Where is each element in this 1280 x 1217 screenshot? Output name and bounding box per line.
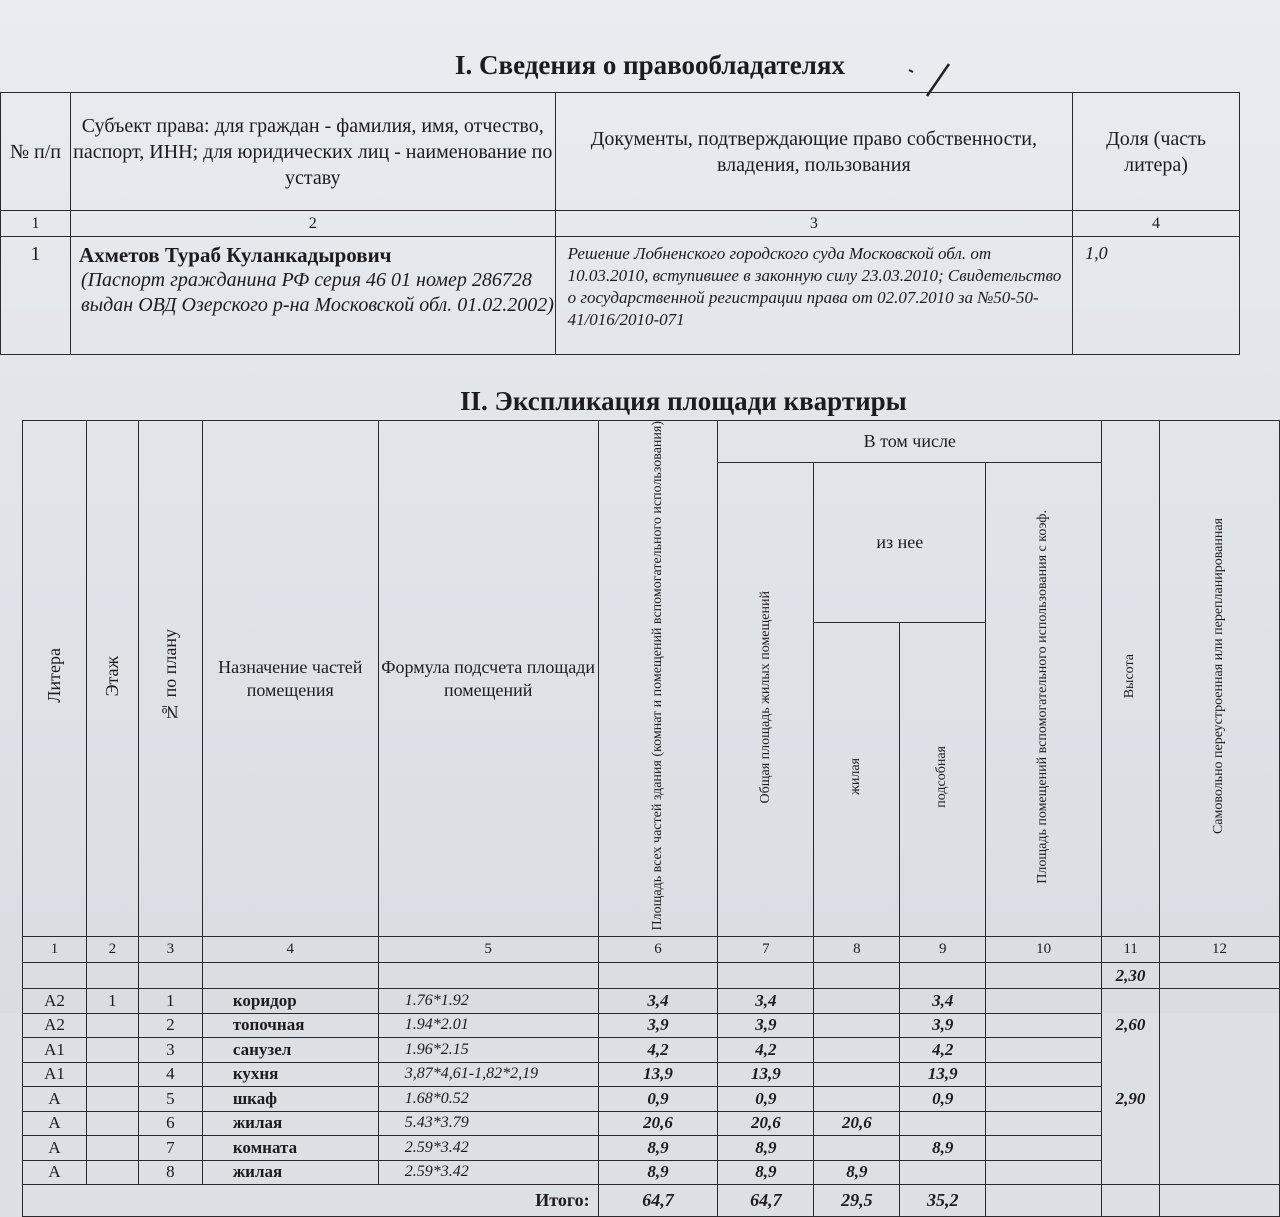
cell-litera: А1 xyxy=(23,1062,87,1087)
cell-litera: А xyxy=(23,1111,87,1136)
cell-total: 8,9 xyxy=(598,1136,718,1161)
explication-table xyxy=(22,420,1280,1217)
cell-aux-coef xyxy=(986,1038,1102,1063)
cell-aux: 0,9 xyxy=(900,1087,986,1112)
colnum: 3 xyxy=(138,937,202,963)
cell-living-total: 4,2 xyxy=(718,1038,814,1063)
cell-name: топочная xyxy=(202,1013,378,1038)
colnum: 12 xyxy=(1160,937,1280,963)
header-total-area: Площадь всех частей здания (комнат и помещений вспомогательного использования) xyxy=(598,421,718,937)
cell-litera: А2 xyxy=(23,989,87,1014)
colnum: 8 xyxy=(814,937,900,963)
cell-floor xyxy=(86,1062,138,1087)
cell-litera: А xyxy=(23,1136,87,1161)
cell-formula: 1.94*2.01 xyxy=(378,1013,598,1038)
owner-name: Ахметов Тураб Куланкадырович xyxy=(78,243,392,267)
header-subject: Субъект права: для граждан - фамилия, имя, отчество, паспорт, ИНН; для юридических лиц - наименование по уставу xyxy=(70,93,555,211)
table-row xyxy=(23,1160,1280,1185)
colnum: 1 xyxy=(1,211,71,237)
header-share: Доля (часть литера) xyxy=(1073,93,1240,211)
cell-height xyxy=(1102,989,1160,1014)
explication-colnum-row xyxy=(23,937,1280,963)
cell-living xyxy=(814,1013,900,1038)
table-row xyxy=(23,1111,1280,1136)
cell-unauthorized xyxy=(1160,989,1280,1014)
cell-living xyxy=(814,1062,900,1087)
totals-row xyxy=(23,1185,1280,1217)
cell-height xyxy=(1102,1062,1160,1087)
cell-total: 13,9 xyxy=(598,1062,718,1087)
colnum: 3 xyxy=(555,211,1073,237)
cell-living-total: 3,4 xyxy=(718,989,814,1014)
cell-total: 20,6 xyxy=(598,1111,718,1136)
cell-name: шкаф xyxy=(202,1087,378,1112)
totals-living-total: 64,7 xyxy=(718,1185,814,1217)
cell-aux-coef xyxy=(986,989,1102,1014)
cell-formula: 1.68*0.52 xyxy=(378,1087,598,1112)
cell-height xyxy=(1102,1136,1160,1161)
colnum: 4 xyxy=(1073,211,1240,237)
cell-floor xyxy=(86,1038,138,1063)
explication-header-row-1 xyxy=(23,421,1280,463)
header-formula: Формула подсчета площади помещений xyxy=(378,421,598,937)
cell-no: 4 xyxy=(138,1062,202,1087)
cell-name: жилая xyxy=(202,1111,378,1136)
cell-living-total: 8,9 xyxy=(718,1160,814,1185)
cell-aux xyxy=(900,1160,986,1185)
header-auxiliary: подсобная xyxy=(900,623,986,937)
colnum: 5 xyxy=(378,937,598,963)
cell-floor xyxy=(86,1111,138,1136)
cell-no: 3 xyxy=(138,1038,202,1063)
explication-spacer-row xyxy=(23,963,1280,989)
owner-documents: Решение Лобненского городского суда Московской обл. от 10.03.2010, вступившее в законную силу 23.03.2010; Свидетельство о государственной регистрации права от 02.07.2010 за №50-50-41/016/2010-071 xyxy=(555,237,1073,355)
cell-aux: 13,9 xyxy=(900,1062,986,1087)
cell-floor xyxy=(86,1013,138,1038)
cell-aux: 8,9 xyxy=(900,1136,986,1161)
table-row xyxy=(23,989,1280,1014)
header-plan-no: № по плану xyxy=(138,421,202,937)
owners-header-row xyxy=(1,93,1240,211)
cell-name: комната xyxy=(202,1136,378,1161)
header-height: Высота xyxy=(1102,421,1160,937)
totals-living: 29,5 xyxy=(814,1185,900,1217)
table-row xyxy=(23,1087,1280,1112)
colnum: 6 xyxy=(598,937,718,963)
cell-no: 6 xyxy=(138,1111,202,1136)
cell-name: коридор xyxy=(202,989,378,1014)
cell-litera: А2 xyxy=(23,1013,87,1038)
cell-living: 20,6 xyxy=(814,1111,900,1136)
cell-litera: А1 xyxy=(23,1038,87,1063)
cell-formula: 1.96*2.15 xyxy=(378,1038,598,1063)
cell-unauthorized xyxy=(1160,1111,1280,1136)
cell-living-total: 8,9 xyxy=(718,1136,814,1161)
cell-unauthorized xyxy=(1160,1087,1280,1112)
header-aux-coef: Площадь помещений вспомогательного использования с коэф. xyxy=(986,463,1102,937)
colnum: 11 xyxy=(1102,937,1160,963)
cell-floor xyxy=(86,1087,138,1112)
header-living-total: Общая площадь жилых помещений xyxy=(718,463,814,937)
cell-aux: 4,2 xyxy=(900,1038,986,1063)
cell-total: 8,9 xyxy=(598,1160,718,1185)
totals-total: 64,7 xyxy=(598,1185,718,1217)
cell-unauthorized xyxy=(1160,1038,1280,1063)
cell-no: 8 xyxy=(138,1160,202,1185)
cell-floor xyxy=(86,1136,138,1161)
section1-title: I. Сведения о правообладателях xyxy=(455,50,845,80)
cell-height xyxy=(1102,1160,1160,1185)
cell-name: жилая xyxy=(202,1160,378,1185)
cell-formula: 1.76*1.92 xyxy=(378,989,598,1014)
cell-height xyxy=(1102,1111,1160,1136)
section2-title: II. Экспликация площади квартиры xyxy=(460,386,907,416)
totals-aux: 35,2 xyxy=(900,1185,986,1217)
owner-cell xyxy=(70,237,555,355)
cell-height xyxy=(1102,1038,1160,1063)
cell-unauthorized xyxy=(1160,1062,1280,1087)
header-num: № п/п xyxy=(1,93,71,211)
height-first: 2,30 xyxy=(1102,963,1160,989)
cell-name: кухня xyxy=(202,1062,378,1087)
cell-height: 2,60 xyxy=(1102,1013,1160,1038)
cell-formula: 2.59*3.42 xyxy=(378,1136,598,1161)
cell-height: 2,90 xyxy=(1102,1087,1160,1112)
cell-living xyxy=(814,989,900,1014)
header-docs: Документы, подтверждающие право собственности, владения, пользования xyxy=(555,93,1073,211)
header-litera: Литера xyxy=(23,421,87,937)
owner-share: 1,0 xyxy=(1073,237,1240,355)
cell-formula: 5.43*3.79 xyxy=(378,1111,598,1136)
header-unauthorized: Самовольно переустроенная или перепланированная xyxy=(1160,421,1280,937)
cell-total: 0,9 xyxy=(598,1087,718,1112)
cell-litera: А xyxy=(23,1160,87,1185)
cell-aux-coef xyxy=(986,1062,1102,1087)
cell-aux-coef xyxy=(986,1013,1102,1038)
cell-aux-coef xyxy=(986,1087,1102,1112)
cell-total: 3,9 xyxy=(598,1013,718,1038)
owners-colnum-row xyxy=(1,211,1240,237)
cell-no: 2 xyxy=(138,1013,202,1038)
cell-living xyxy=(814,1038,900,1063)
owners-table xyxy=(0,92,1240,355)
cell-aux: 3,9 xyxy=(900,1013,986,1038)
cell-living: 8,9 xyxy=(814,1160,900,1185)
cell-aux-coef xyxy=(986,1111,1102,1136)
cell-aux xyxy=(900,1111,986,1136)
cell-floor: 1 xyxy=(86,989,138,1014)
cell-aux-coef xyxy=(986,1136,1102,1161)
cell-aux-coef xyxy=(986,1160,1102,1185)
table-row xyxy=(23,1038,1280,1063)
cell-living-total: 20,6 xyxy=(718,1111,814,1136)
cell-formula: 2.59*3.42 xyxy=(378,1160,598,1185)
cell-living-total: 13,9 xyxy=(718,1062,814,1087)
table-row xyxy=(23,1136,1280,1161)
header-living: жилая xyxy=(814,623,900,937)
cell-aux: 3,4 xyxy=(900,989,986,1014)
cell-formula: 3,87*4,61-1,82*2,19 xyxy=(378,1062,598,1087)
colnum: 7 xyxy=(718,937,814,963)
colnum: 2 xyxy=(70,211,555,237)
cell-total: 4,2 xyxy=(598,1038,718,1063)
cell-name: санузел xyxy=(202,1038,378,1063)
colnum: 9 xyxy=(900,937,986,963)
cell-total: 3,4 xyxy=(598,989,718,1014)
cell-living xyxy=(814,1087,900,1112)
table-row xyxy=(23,1013,1280,1038)
cell-no: 7 xyxy=(138,1136,202,1161)
owner-passport: (Паспорт гражданина РФ серия 46 01 номер 286728 выдан ОВД Озерского р-на Московской обл. 01.02.2002) xyxy=(80,269,554,316)
header-floor: Этаж xyxy=(86,421,138,937)
colnum: 2 xyxy=(86,937,138,963)
cell-unauthorized xyxy=(1160,1160,1280,1185)
table-row xyxy=(23,1062,1280,1087)
cell-no: 5 xyxy=(138,1087,202,1112)
cell-unauthorized xyxy=(1160,1136,1280,1161)
explication-rows xyxy=(23,989,1280,1185)
owner-num: 1 xyxy=(1,237,71,355)
colnum: 4 xyxy=(202,937,378,963)
header-of-which: из нее xyxy=(814,463,986,623)
owner-row xyxy=(1,237,1240,355)
header-including: В том числе xyxy=(718,421,1102,463)
cell-living xyxy=(814,1136,900,1161)
cell-litera: А xyxy=(23,1087,87,1112)
totals-label: Итого: xyxy=(23,1185,599,1217)
cell-living-total: 3,9 xyxy=(718,1013,814,1038)
colnum: 10 xyxy=(986,937,1102,963)
cell-no: 1 xyxy=(138,989,202,1014)
cell-unauthorized xyxy=(1160,1013,1280,1038)
cell-living-total: 0,9 xyxy=(718,1087,814,1112)
colnum: 1 xyxy=(23,937,87,963)
cell-floor xyxy=(86,1160,138,1185)
header-purpose: Назначение частей помещения xyxy=(202,421,378,937)
